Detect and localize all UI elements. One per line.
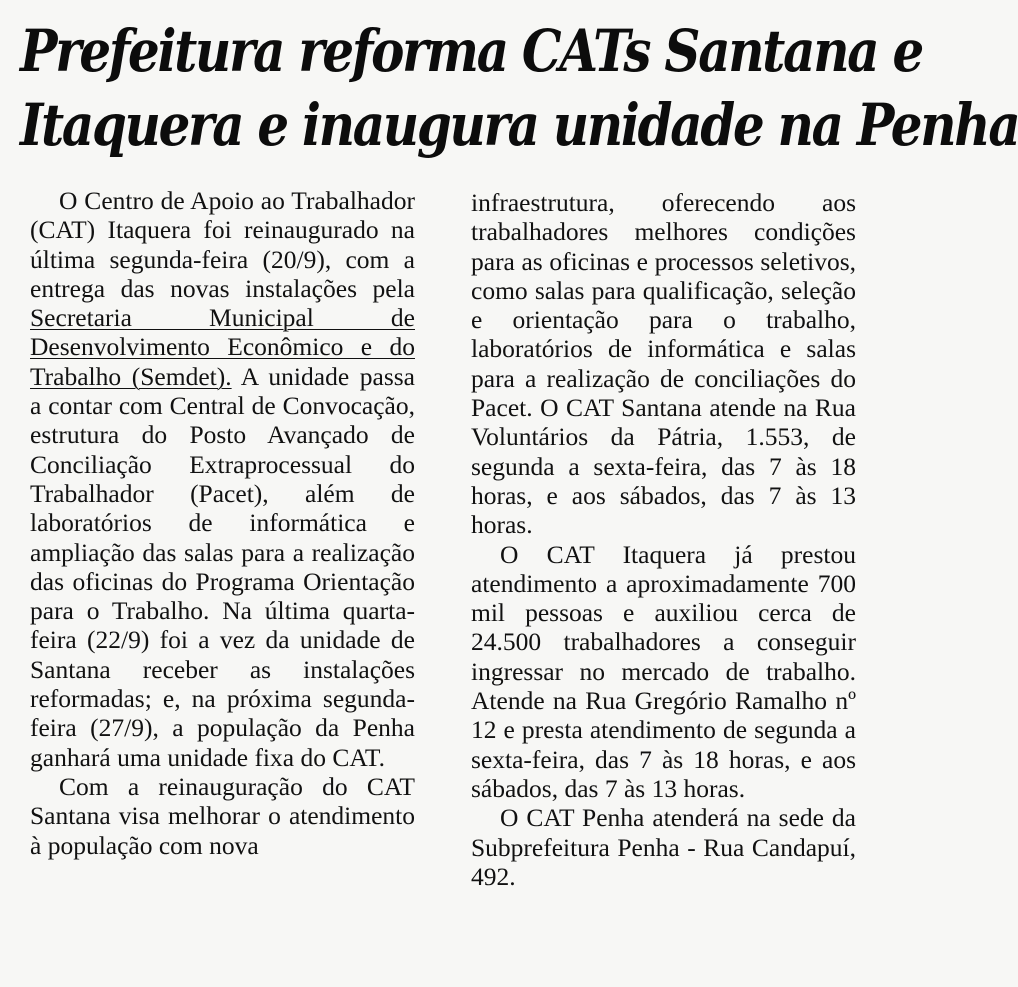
left-paragraph-1-lead: O Centro de Apoio ao Trabalhador (CAT) Itaquera foi reinaugurado na última segunda-feira (20/9), com a entrega das novas instalações pela	[30, 186, 415, 303]
secretariat-underlined-text: Secretaria Municipal de Desenvolvimento Econômico e do Trabalho (Semdet).	[30, 303, 415, 391]
article-headline	[20, 14, 1018, 162]
left-column	[30, 186, 415, 860]
right-column	[471, 188, 856, 891]
headline-line-1: Prefeitura reforma CATs Santana e	[20, 17, 922, 85]
left-paragraph-1-rest: A unidade passa a contar com Central de Convocação, estrutura do Posto Avançado de Conciliação Extraprocessual do Trabalhador (Pacet), além de laboratórios de informática e ampliação das salas para a realização das oficinas do Programa Orientação para o Trabalho. Na última quarta-feira (22/9) foi a vez da unidade de Santana receber as instalações reformadas; e, na próxima segunda-feira (27/9), a população da Penha ganhará uma unidade fixa do CAT.	[30, 361, 415, 772]
headline-line-2: Itaquera e inaugura unidade na Penha	[20, 91, 1018, 159]
left-paragraph-2: Com a reinauguração do CAT Santana visa melhorar o atendimento à população com nova	[30, 771, 415, 860]
right-paragraph-2: O CAT Itaquera já prestou atendimento a aproximadamente 700 mil pessoas e auxiliou cerca de 24.500 trabalhadores a conseguir ingressar no mercado de trabalho. Atende na Rua Gregório Ramalho nº 12 e presta atendimento de segunda a sexta-feira, das 7 às 18 horas, e aos sábados, das 7 às 13 horas.	[471, 539, 856, 803]
right-paragraph-3: O CAT Penha atenderá na sede da Subprefeitura Penha - Rua Candapuí, 492.	[471, 803, 856, 891]
left-paragraph-1	[30, 186, 415, 772]
right-paragraph-1: infraestrutura, oferecendo aos trabalhadores melhores condições para as oficinas e processos seletivos, como salas para qualificação, seleção e orientação para o trabalho, laboratórios de informática e salas para a realização de conciliações do Pacet. O CAT Santana atende na Rua Voluntários da Pátria, 1.553, de segunda a sexta-feira, das 7 às 18 horas, e aos sábados, das 7 às 13 horas.	[471, 188, 856, 540]
